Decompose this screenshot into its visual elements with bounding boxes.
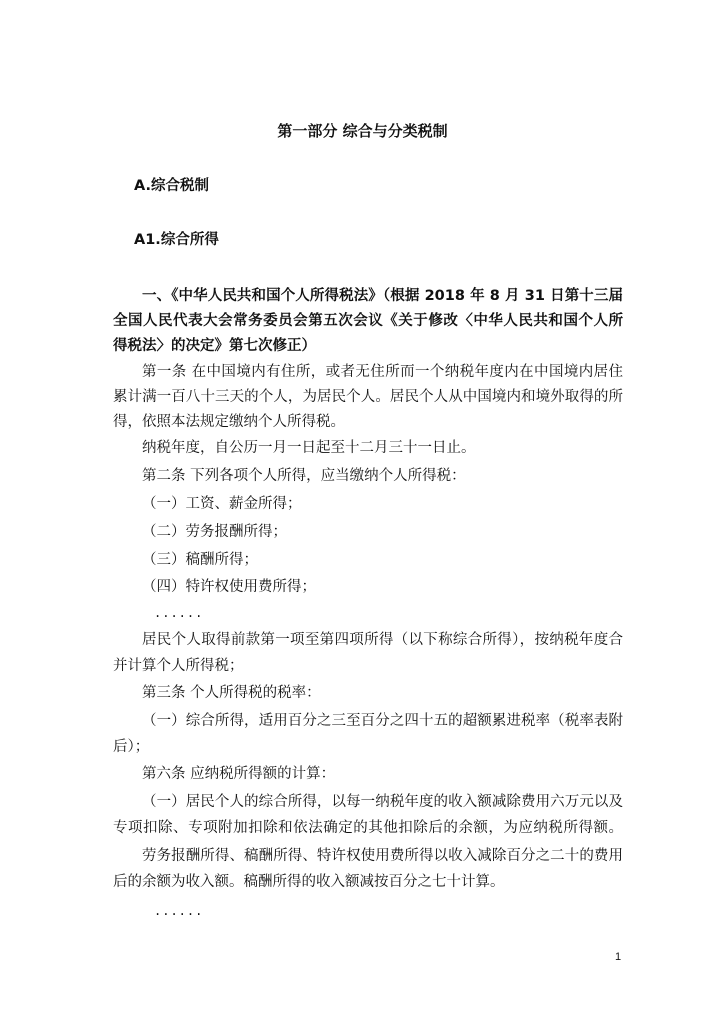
article-2-item-2: （二）劳务报酬所得； [142,524,287,540]
article-6: 第六条 应纳税所得额的计算： [142,766,336,782]
article-2-paragraph-line-1: 居民个人取得前款第一项至第四项所得（以下称综合所得），按纳税年度合 [142,632,623,648]
article-2-item-4: （四）特许权使用费所得； [142,579,316,595]
part-title: 第一部分 综合与分类税制 [277,122,448,140]
law-heading-line-3: 得税法〉的决定》第七次修正） [113,338,316,354]
subsection-heading: A1.综合所得 [134,232,219,248]
article-1-line-2: 累计满一百八十三天的个人，为居民个人。居民个人从中国境内和境外取得的所 [113,389,623,405]
article-3-item-1-line-1: （一）综合所得，适用百分之三至百分之四十五的超额累进税率（税率表附 [142,713,623,729]
article-6-item-1-line-1: （一）居民个人的综合所得，以每一纳税年度的收入额减除费用六万元以及 [142,794,623,810]
page-number: 1 [615,951,622,963]
section-heading: A.综合税制 [134,178,209,194]
article-6-item-1-line-2: 专项扣除、专项附加扣除和依法确定的其他扣除后的余额，为应纳税所得额。 [113,820,623,836]
ellipsis-1: ...... [154,606,204,620]
article-6-paragraph-line-2: 后的余额为收入额。稿酬所得的收入额减按百分之七十计算。 [113,874,505,890]
law-heading-line-2: 全国人民代表大会常务委员会第五次会议《关于修改〈中华人民共和国个人所 [113,313,623,329]
article-2-item-1: （一）工资、薪金所得； [142,496,302,512]
article-3-item-1-line-2: 后）； [113,739,150,755]
law-heading-line-1: 一、《中华人民共和国个人所得税法》（根据 2018 年 8 月 31 日第十三届 [142,288,623,304]
tax-year-paragraph: 纳税年度，自公历一月一日起至十二月三十一日止。 [142,440,476,456]
article-3: 第三条 个人所得税的税率： [142,685,321,701]
article-1-line-1: 第一条 在中国境内有住所，或者无住所而一个纳税年度内在中国境内居住 [142,364,623,380]
article-2-paragraph-line-2: 并计算个人所得税； [113,658,244,674]
ellipsis-2: ...... [154,904,204,918]
article-2-item-3: （三）稿酬所得； [142,552,258,568]
article-6-paragraph-line-1: 劳务报酬所得、稿酬所得、特许权使用费所得以收入减除百分之二十的费用 [142,848,623,864]
article-1-line-3: 得，依照本法规定缴纳个人所得税。 [113,414,345,430]
article-2: 第二条 下列各项个人所得，应当缴纳个人所得税： [142,468,466,484]
